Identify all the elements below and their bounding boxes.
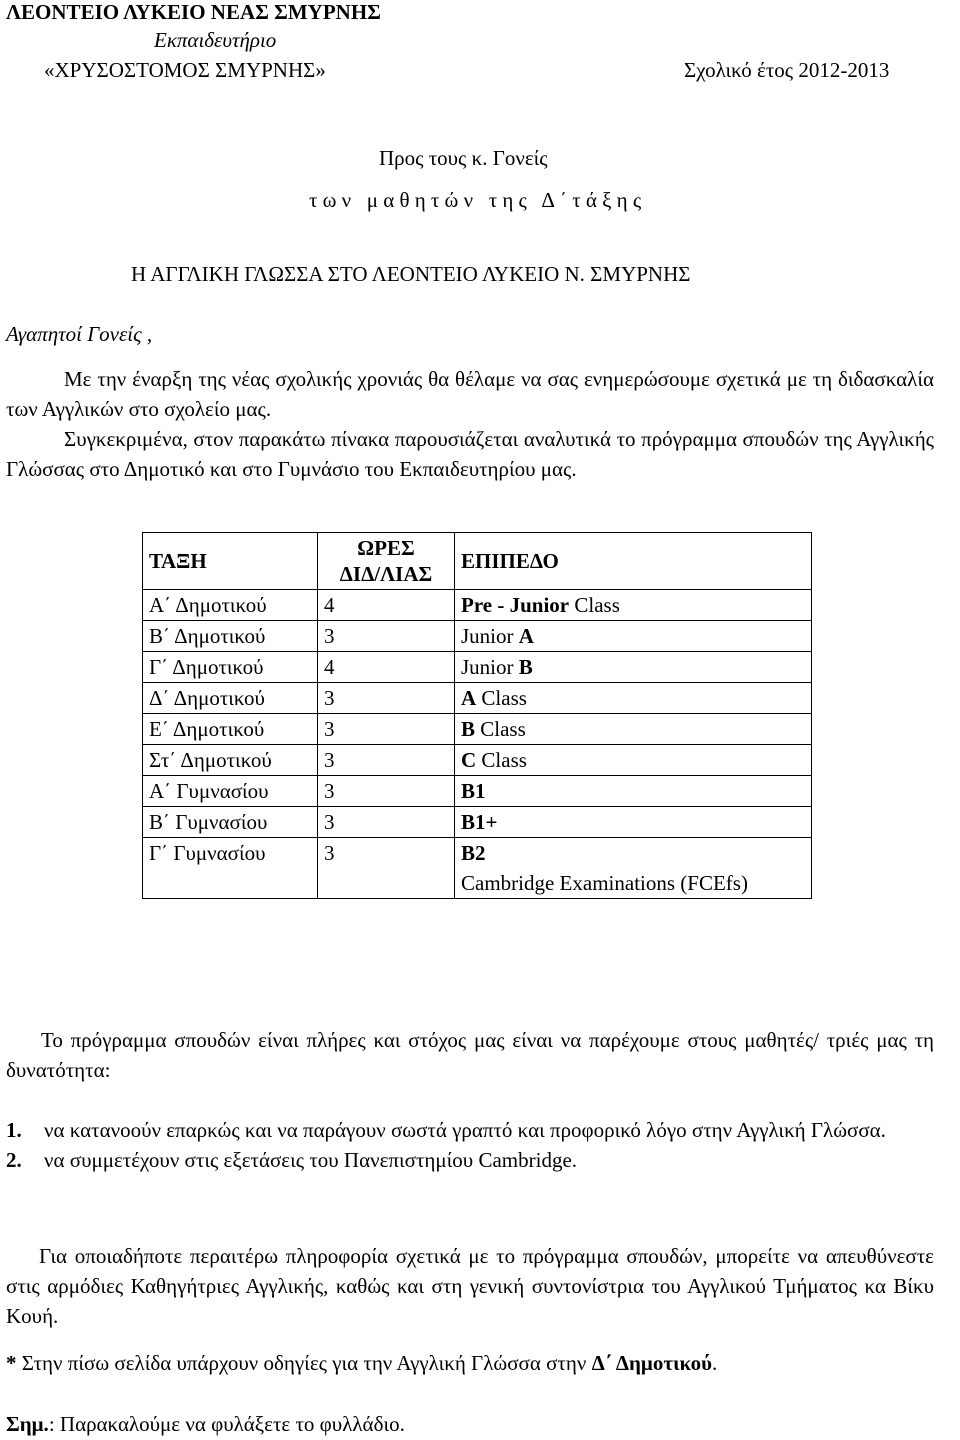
table-row (143, 714, 812, 745)
note-class: Δ΄ Δημοτικού (591, 1351, 712, 1375)
header-hours: ΩΡΕΣ ΔΙΔ/ΛΙΑΣ (318, 533, 455, 590)
row-class: Β΄ Δημοτικού (143, 621, 318, 652)
goals-intro: Το πρόγραμμα σπουδών είναι πλήρες και στόχος μας είναι να παρέχουμε στους μαθητές/ τριές μας τη δυνατότητα: (6, 1028, 934, 1082)
row-level: Junior A (455, 621, 812, 652)
note-end: . (712, 1351, 718, 1375)
row-level: Junior B (455, 652, 812, 683)
school-year: Σχολικό έτος 2012-2013 (684, 58, 890, 82)
remark-label: Σημ. (6, 1412, 49, 1436)
row-class: Γ΄ Δημοτικού (143, 652, 318, 683)
row-hours: 3 (318, 776, 455, 807)
row-class: Α΄ Γυμνασίου (143, 776, 318, 807)
header-level: ΕΠΙΠΕΔΟ (455, 533, 812, 590)
row-level: C Class (455, 745, 812, 776)
row-level: A Class (455, 683, 812, 714)
list-item (6, 1145, 934, 1175)
table-row (143, 838, 812, 899)
contact-paragraph: Για οποιαδήποτε περαιτέρω πληροφορία σχετικά με το πρόγραμμα σπουδών, μπορείτε να απευθύνεστε στις αρμόδιες Καθηγήτριες Αγγλικής, καθώς και στη γενική συντονίστρια του Αγγλικού Τμήματος κα Βίκυ Κουή. (6, 1244, 934, 1328)
table-row (143, 776, 812, 807)
intro-paragraph-2: Συγκεκριμένα, στον παρακάτω πίνακα παρουσιάζεται αναλυτικά το πρόγραμμα σπουδών της Αγγλικής Γλώσσας στο Δημοτικό και στο Γυμνάσιο του Εκπαιδευτηρίου μας. (6, 427, 934, 481)
row-hours: 4 (318, 652, 455, 683)
table-row (143, 807, 812, 838)
row-hours: 3 (318, 745, 455, 776)
row-level: B2 Cambridge Examinations (FCEfs) (455, 838, 812, 899)
list-item-number: 2. (6, 1148, 22, 1172)
row-hours: 3 (318, 683, 455, 714)
table-row (143, 683, 812, 714)
table-row (143, 745, 812, 776)
row-hours: 3 (318, 838, 455, 899)
note-text: Στην πίσω σελίδα υπάρχουν οδηγίες για την Αγγλική Γλώσσα στην (16, 1351, 592, 1375)
row-class: Γ΄ Γυμνασίου (143, 838, 318, 899)
row-class: Β΄ Γυμνασίου (143, 807, 318, 838)
row-hours: 3 (318, 621, 455, 652)
list-item (6, 1115, 934, 1145)
row-level: B1+ (455, 807, 812, 838)
list-item-text: να συμμετέχουν στις εξετάσεις του Πανεπιστημίου Cambridge. (44, 1148, 578, 1172)
row-level: B Class (455, 714, 812, 745)
recipient-line1: Προς τους κ. Γονείς (379, 146, 548, 170)
table-row (143, 621, 812, 652)
salutation: Αγαπητοί Γονείς , (6, 322, 153, 346)
row-class: Στ΄ Δημοτικού (143, 745, 318, 776)
row-level: B1 (455, 776, 812, 807)
remark-text: : Παρακαλούμε να φυλάξετε το φυλλάδιο. (48, 1412, 405, 1436)
school-name: ΛΕΟΝΤΕΙΟ ΛΥΚΕΙΟ ΝΕΑΣ ΣΜΥΡΝΗΣ (6, 0, 381, 24)
school-subtitle: Εκπαιδευτήριο (154, 28, 277, 52)
intro-paragraph-1: Με την έναρξη της νέας σχολικής χρονιάς θα θέλαμε να σας ενημερώσουμε σχετικά με τη διδασκαλία των Αγγλικών στο σχολείο μας. (6, 367, 934, 421)
table-row (143, 652, 812, 683)
curriculum-table (142, 532, 812, 899)
row-hours: 4 (318, 590, 455, 621)
table-header-row (143, 533, 812, 590)
list-item-number: 1. (6, 1118, 22, 1142)
back-page-note (6, 1348, 717, 1378)
row-class: Δ΄ Δημοτικού (143, 683, 318, 714)
header-class: ΤΑΞΗ (143, 533, 318, 590)
recipient-line2: των μαθητών της Δ΄τάξης (309, 188, 647, 212)
row-class: Α΄ Δημοτικού (143, 590, 318, 621)
institution-name: «ΧΡΥΣΟΣΤΟΜΟΣ ΣΜΥΡΝΗΣ» (44, 58, 326, 82)
note-star: * (6, 1351, 17, 1375)
goals-list (6, 1115, 934, 1175)
row-class: Ε΄ Δημοτικού (143, 714, 318, 745)
table-row (143, 590, 812, 621)
row-hours: 3 (318, 714, 455, 745)
row-level: Pre - Junior Class (455, 590, 812, 621)
remark (6, 1409, 405, 1439)
row-hours: 3 (318, 807, 455, 838)
letter-subject: Η ΑΓΓΛΙΚΗ ΓΛΩΣΣΑ ΣΤΟ ΛΕΟΝΤΕΙΟ ΛΥΚΕΙΟ Ν. ΣΜΥΡΝΗΣ (131, 262, 691, 286)
list-item-text: να κατανοούν επαρκώς και να παράγουν σωστά γραπτό και προφορικό λόγο στην Αγγλική Γλώσσα. (44, 1118, 886, 1142)
